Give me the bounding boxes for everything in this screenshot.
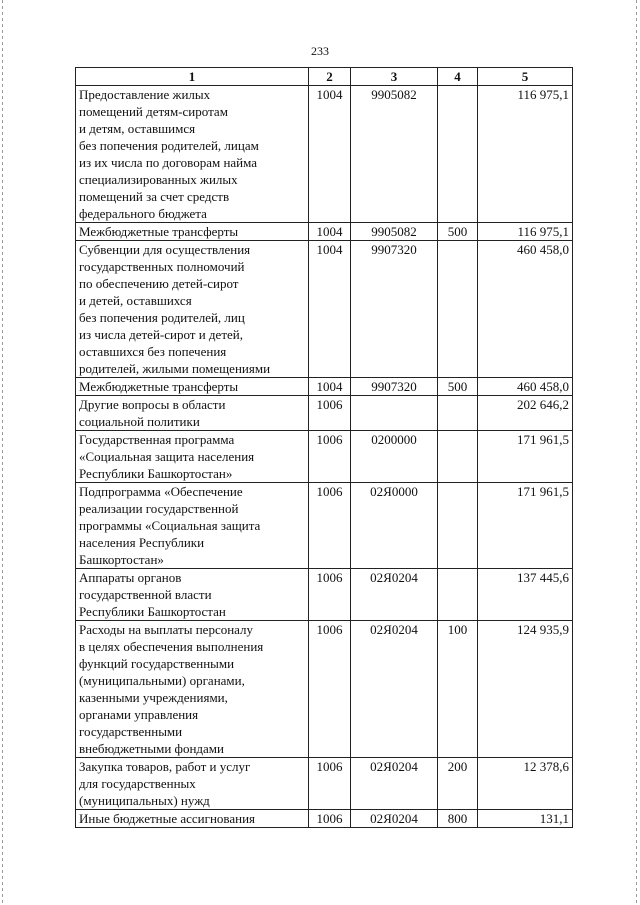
row-name-line: органами управления [79, 707, 199, 722]
row-section: 1006 [309, 758, 351, 810]
row-name [76, 621, 309, 758]
row-name-line: без попечения родителей, лиц [79, 310, 245, 325]
row-amount: 137 445,6 [478, 569, 573, 621]
row-name-line: Субвенции для осуществления [79, 242, 251, 257]
row-name-line: помещений детям-сиротам [79, 104, 228, 119]
row-name [76, 431, 309, 483]
row-name-line: помещений за счет средств [79, 189, 230, 204]
column-header-name: 1 [76, 68, 309, 86]
table-row [76, 810, 573, 828]
row-amount: 460 458,0 [478, 378, 573, 396]
table-row [76, 431, 573, 483]
row-type: 500 [438, 223, 478, 241]
row-name-line: из их числа по договорам найма [79, 155, 258, 170]
table-row [76, 569, 573, 621]
row-name [76, 396, 309, 431]
row-name-line: специализированных жилых [79, 172, 238, 187]
row-name-line: «Социальная защита населения [79, 449, 255, 464]
row-name-line: Расходы на выплаты персоналу [79, 622, 254, 637]
row-name [76, 758, 309, 810]
row-type [438, 483, 478, 569]
row-name-line: федерального бюджета [79, 206, 207, 221]
row-name-line: и детям, оставшимся [79, 121, 196, 136]
row-amount: 171 961,5 [478, 431, 573, 483]
row-name-line: оставшихся без попечения [79, 344, 227, 359]
row-target: 9905082 [351, 223, 438, 241]
row-name-line: социальной политики [79, 414, 200, 429]
row-target: 9907320 [351, 241, 438, 378]
row-name-line: Республики Башкортостан [79, 604, 226, 619]
row-type: 200 [438, 758, 478, 810]
row-target: 02Я0000 [351, 483, 438, 569]
row-name [76, 569, 309, 621]
row-name-line: Республики Башкортостан» [79, 466, 233, 481]
row-target: 9905082 [351, 86, 438, 223]
row-section: 1006 [309, 569, 351, 621]
row-section: 1006 [309, 396, 351, 431]
page-number: 233 [311, 44, 329, 58]
row-name-line: по обеспечению детей-сирот [79, 276, 239, 291]
row-target: 0200000 [351, 431, 438, 483]
row-name [76, 86, 309, 223]
row-name-line: Иные бюджетные ассигнования [79, 811, 256, 826]
row-amount: 131,1 [478, 810, 573, 828]
row-amount: 116 975,1 [478, 86, 573, 223]
table-row [76, 758, 573, 810]
row-section: 1004 [309, 378, 351, 396]
row-target [351, 396, 438, 431]
row-type [438, 396, 478, 431]
row-section: 1004 [309, 86, 351, 223]
row-type: 100 [438, 621, 478, 758]
row-name-line: реализации государственной [79, 501, 239, 516]
row-name-line: без попечения родителей, лицам [79, 138, 259, 153]
row-name-line: Башкортостан» [79, 552, 164, 567]
row-target: 02Я0204 [351, 758, 438, 810]
row-name-line: Закупка товаров, работ и услуг [79, 759, 251, 774]
row-section: 1006 [309, 483, 351, 569]
row-name-line: Межбюджетные трансферты [79, 224, 239, 239]
row-name-line: родителей, жилыми помещениями [79, 361, 271, 376]
row-amount: 124 935,9 [478, 621, 573, 758]
column-header-section: 2 [309, 68, 351, 86]
header-row [76, 68, 573, 86]
table-row [76, 223, 573, 241]
row-name [76, 223, 309, 241]
row-name-line: Подпрограмма «Обеспечение [79, 484, 243, 499]
row-target: 9907320 [351, 378, 438, 396]
row-name-line: Межбюджетные трансферты [79, 379, 239, 394]
table-row [76, 378, 573, 396]
table-row [76, 621, 573, 758]
row-amount: 460 458,0 [478, 241, 573, 378]
row-name [76, 378, 309, 396]
column-header-amount: 5 [478, 68, 573, 86]
scan-edge-right [636, 0, 637, 905]
column-header-type: 4 [438, 68, 478, 86]
row-type [438, 86, 478, 223]
row-amount: 202 646,2 [478, 396, 573, 431]
row-name-line: Государственная программа [79, 432, 235, 447]
row-section: 1004 [309, 223, 351, 241]
row-type [438, 431, 478, 483]
row-type [438, 241, 478, 378]
row-name-line: государственной власти [79, 587, 212, 602]
table-row [76, 483, 573, 569]
row-type [438, 569, 478, 621]
table-row [76, 396, 573, 431]
row-target: 02Я0204 [351, 569, 438, 621]
row-name [76, 241, 309, 378]
row-type: 800 [438, 810, 478, 828]
row-name-line: программы «Социальная защита [79, 518, 261, 533]
row-name-line: (муниципальных) нужд [79, 793, 210, 808]
row-name [76, 810, 309, 828]
budget-table [75, 67, 573, 828]
row-name-line: для государственных [79, 776, 196, 791]
table-row [76, 241, 573, 378]
row-section: 1006 [309, 431, 351, 483]
row-name-line: из числа детей-сирот и детей, [79, 327, 243, 342]
row-name [76, 483, 309, 569]
row-name-line: государственных полномочий [79, 259, 245, 274]
row-section: 1004 [309, 241, 351, 378]
row-name-line: Другие вопросы в области [79, 397, 226, 412]
row-name-line: Предоставление жилых [79, 87, 211, 102]
row-amount: 12 378,6 [478, 758, 573, 810]
column-header-target: 3 [351, 68, 438, 86]
row-name-line: казенными учреждениями, [79, 690, 228, 705]
row-name-line: населения Республики [79, 535, 205, 550]
row-target: 02Я0204 [351, 810, 438, 828]
row-name-line: функций государственными [79, 656, 235, 671]
row-name-line: внебюджетными фондами [79, 741, 224, 756]
row-target: 02Я0204 [351, 621, 438, 758]
scan-edge-left [2, 0, 3, 905]
row-section: 1006 [309, 621, 351, 758]
row-name-line: государственными [79, 724, 183, 739]
row-name-line: Аппараты органов [79, 570, 182, 585]
row-type: 500 [438, 378, 478, 396]
row-amount: 171 961,5 [478, 483, 573, 569]
row-name-line: и детей, оставшихся [79, 293, 192, 308]
row-section: 1006 [309, 810, 351, 828]
row-amount: 116 975,1 [478, 223, 573, 241]
table-row [76, 86, 573, 223]
row-name-line: в целях обеспечения выполнения [79, 639, 264, 654]
row-name-line: (муниципальными) органами, [79, 673, 245, 688]
